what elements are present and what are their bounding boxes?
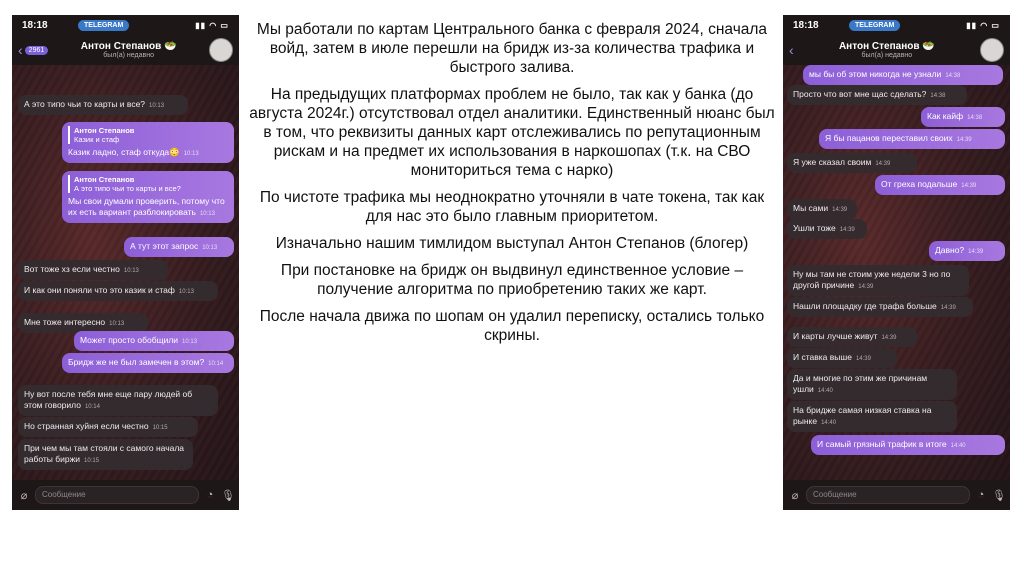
avatar[interactable]	[980, 38, 1004, 62]
signal-wifi-battery-icon: ▮▮ ◠ ▭	[195, 20, 229, 30]
quote-text: А это типо чьи то карты и все?	[74, 184, 181, 193]
message-time: 14:38	[967, 115, 983, 121]
right-chat-screenshot	[783, 15, 1010, 510]
quote-author: Антон Степанов	[74, 175, 135, 184]
message-in[interactable]	[787, 199, 857, 219]
message-in[interactable]	[787, 265, 969, 296]
message-in[interactable]	[787, 348, 897, 368]
paragraph: При постановке на бридж он выдвинул единственное условие – получение алгоритма по приобретению таких же карт.	[280, 262, 744, 298]
message-in[interactable]	[787, 153, 917, 173]
message-out[interactable]	[74, 331, 234, 351]
status-time: 18:18	[793, 19, 819, 31]
message-list	[783, 65, 1010, 480]
signal-wifi-battery-icon: ▮▮ ◠ ▭	[966, 20, 1000, 30]
microphone-icon[interactable]: 🎙	[221, 489, 235, 502]
message-time: 10:13	[182, 339, 198, 345]
message-in[interactable]	[18, 260, 168, 280]
message-time: 14:39	[832, 207, 848, 213]
quote-author: Антон Степанов	[74, 126, 135, 135]
message-time: 14:39	[875, 161, 891, 167]
message-text: Вот тоже хз если честно	[24, 264, 120, 274]
message-out[interactable]	[62, 353, 234, 373]
microphone-icon[interactable]: 🎙	[992, 489, 1006, 502]
message-text: На бридже самая низкая ставка на рынке	[793, 405, 932, 426]
message-out[interactable]	[803, 65, 1003, 85]
unread-count-badge[interactable]: 2961	[25, 46, 49, 55]
message-time: 14:39	[858, 284, 874, 290]
reply-quote[interactable]	[68, 126, 228, 144]
message-time: 10:13	[109, 321, 125, 327]
message-in[interactable]	[18, 385, 218, 416]
message-out[interactable]	[929, 241, 1005, 261]
message-text: И как они поняли что это казик и стаф	[24, 285, 175, 295]
message-out[interactable]	[124, 237, 234, 257]
message-time: 10:13	[123, 268, 139, 274]
message-text: Просто что вот мне щас сделать?	[793, 89, 927, 99]
telegram-badge[interactable]: TELEGRAM	[78, 20, 129, 31]
message-in[interactable]	[787, 219, 867, 239]
message-text: Казик ладно, стаф откуда😳	[68, 147, 180, 157]
contact-status: был(а) недавно	[861, 52, 913, 59]
status-bar	[12, 15, 239, 35]
message-text: А тут этот запрос	[130, 241, 199, 251]
message-time: 10:13	[183, 151, 199, 157]
chat-header	[12, 35, 239, 65]
message-time: 14:39	[881, 335, 897, 341]
message-text: Да и многие по этим же причинам ушли	[793, 373, 928, 394]
avatar[interactable]	[209, 38, 233, 62]
message-text: Мы сами	[793, 203, 829, 213]
attach-icon[interactable]: ⌀	[20, 489, 28, 502]
quote-text: Казик и стаф	[74, 135, 120, 144]
chat-header	[783, 35, 1010, 65]
message-time: 10:13	[199, 211, 215, 217]
message-text: И ставка выше	[793, 352, 852, 362]
contact-status: был(а) недавно	[103, 52, 154, 59]
paragraph: Мы работали по картам Центрального банка с февраля 2024, сначала войд, затем в июле перешли на бридж из-за количества трафика и быстрого залива.	[256, 21, 768, 76]
message-in[interactable]	[18, 439, 193, 470]
message-in[interactable]	[787, 401, 957, 432]
message-input[interactable]: Сообщение	[35, 486, 199, 504]
message-text: Ушли тоже	[793, 223, 836, 233]
message-in[interactable]	[787, 327, 917, 347]
message-text: Как кайф	[927, 111, 964, 121]
message-text: Давно?	[935, 245, 965, 255]
message-text: Нашли площадку где трафа больше	[793, 301, 937, 311]
message-time: 14:40	[817, 388, 833, 394]
attach-icon[interactable]: ⌀	[791, 489, 799, 502]
message-out[interactable]	[875, 175, 1005, 195]
message-out[interactable]	[62, 171, 234, 223]
message-text: Я бы пацанов переставил своих	[825, 133, 953, 143]
paragraph: По чистоте трафика мы неоднократно уточняли в чате токена, так как для нас это было главным приоритетом.	[259, 189, 765, 225]
telegram-badge[interactable]: TELEGRAM	[849, 20, 900, 31]
contact-name: Антон Степанов 🥗	[80, 41, 177, 52]
message-out[interactable]	[921, 107, 1005, 127]
message-text: Бридж же не был замечен в этом?	[68, 357, 205, 367]
message-time: 10:15	[152, 425, 168, 431]
message-time: 14:39	[839, 227, 855, 233]
message-input-bar	[783, 480, 1010, 510]
message-in[interactable]	[18, 417, 198, 437]
message-text: И карты лучше живут	[793, 331, 878, 341]
message-text: мы бы об этом никогда не узнали	[809, 69, 942, 79]
chat-title[interactable]	[794, 41, 980, 59]
message-time: 14:39	[855, 356, 871, 362]
message-text: А это типо чьи то карты и все?	[24, 99, 146, 109]
back-arrow-icon[interactable]: ‹	[789, 42, 794, 58]
chat-title[interactable]	[48, 41, 209, 59]
message-time: 10:13	[149, 103, 165, 109]
contact-name: Антон Степанов 🥗	[838, 41, 935, 52]
message-text: И самый грязный трафик в итоге	[817, 439, 947, 449]
sticker-icon[interactable]: ◔	[206, 489, 214, 501]
message-time: 14:38	[945, 73, 961, 79]
paragraph: На предыдущих платформах проблем не было, так как у банка (до августа 2024г.) отсутствовал отдел аналитики. Единственный нюанс был в том, что реквизиты данных карт отслеживались по репутационным рискам и на предмет их использования в наркошопах (т.к. на СВО мониториться тема с нарко)	[249, 86, 775, 179]
message-text: Ну вот после тебя мне еще пару людей об этом говорило	[24, 389, 193, 410]
message-text: От греха подальше	[881, 179, 958, 189]
message-time: 14:39	[956, 137, 972, 143]
message-text: Мне тоже интересно	[24, 317, 106, 327]
sticker-icon[interactable]: ◔	[977, 489, 985, 501]
message-time: 10:13	[202, 245, 218, 251]
message-text: Может просто обобщили	[80, 335, 179, 345]
message-text: При чем мы там стояли с самого начала работы биржи	[24, 443, 185, 464]
status-bar	[783, 15, 1010, 35]
message-input-bar	[12, 480, 239, 510]
message-out[interactable]	[811, 435, 1005, 455]
message-text: Но странная хуйня если честно	[24, 421, 149, 431]
message-in[interactable]	[787, 369, 957, 400]
message-list	[12, 65, 239, 480]
message-time: 14:40	[821, 420, 837, 426]
message-time: 10:14	[208, 361, 224, 367]
message-time: 10:15	[84, 458, 100, 464]
message-time: 14:39	[968, 249, 984, 255]
message-out[interactable]	[62, 122, 234, 163]
message-text: Мы свои думали проверить, потому что их есть вариант разблокировать	[68, 196, 225, 217]
status-time: 18:18	[22, 19, 48, 31]
message-in[interactable]	[787, 85, 967, 105]
message-time: 14:39	[961, 183, 977, 189]
message-in[interactable]	[18, 95, 188, 115]
message-out[interactable]	[819, 129, 1005, 149]
slide-text	[248, 20, 776, 353]
message-time: 10:13	[178, 289, 194, 295]
message-time: 14:38	[930, 93, 946, 99]
reply-quote[interactable]	[68, 175, 228, 193]
message-time: 14:40	[950, 443, 966, 449]
message-in[interactable]	[787, 297, 973, 317]
paragraph: После начала движа по шопам он удалил переписку, остались только скрины.	[259, 308, 765, 344]
message-text: Я уже сказал своим	[793, 157, 872, 167]
message-text: Ну мы там не стоим уже недели 3 но по другой причине	[793, 269, 951, 290]
message-in[interactable]	[18, 281, 218, 301]
message-in[interactable]	[18, 313, 148, 333]
back-arrow-icon[interactable]: ‹	[18, 42, 23, 58]
left-chat-screenshot	[12, 15, 239, 510]
message-time: 14:39	[940, 305, 956, 311]
message-time: 10:14	[84, 404, 100, 410]
message-input[interactable]: Сообщение	[806, 486, 970, 504]
paragraph: Изначально нашим тимлидом выступал Антон Степанов (блогер)	[275, 235, 749, 252]
